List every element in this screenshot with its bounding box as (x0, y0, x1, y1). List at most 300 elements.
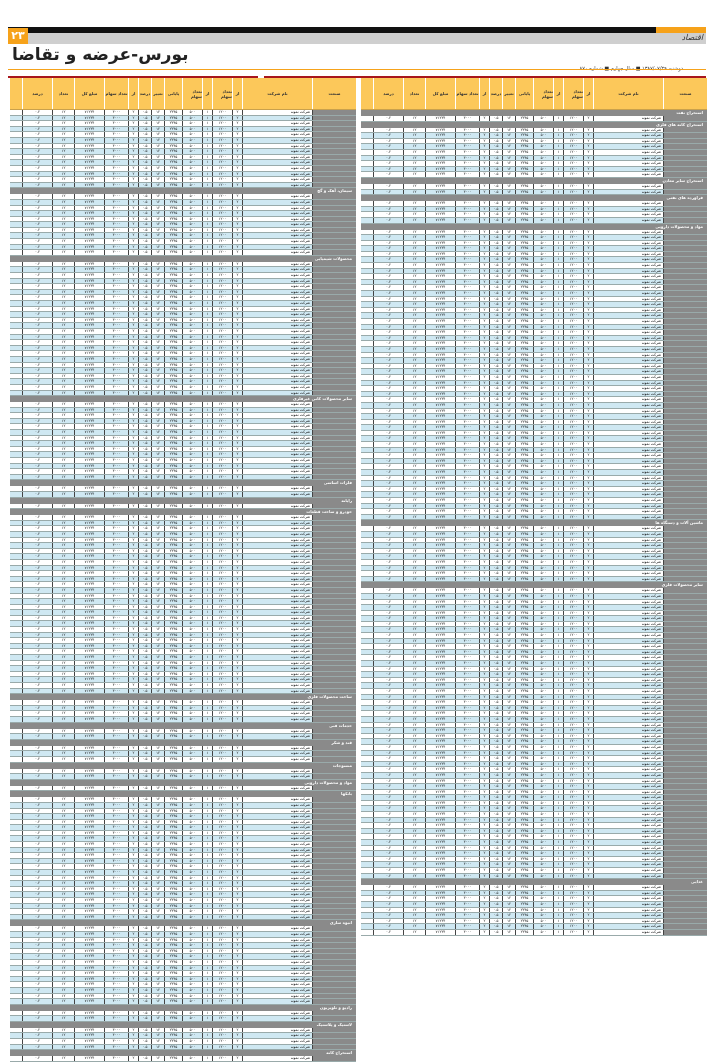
table-row: شرکت نمونه ۲ ۱۲۰۰ ۱ ۵۰۰ ۲۳۴۵ ۱۲ ۰.۵ ۲ ۳۰۰۰ ۷۱۲۳۴ ۱۲ ۰.۲ (361, 678, 707, 684)
table-row: شرکت نمونه ۲ ۱۲۰۰ ۱ ۵۰۰ ۲۳۴۵ ۱۲ ۰.۵ ۲ ۳۰۰۰ ۷۱۲۳۴ ۱۲ ۰.۲ (10, 887, 356, 893)
table-row: شرکت نمونه ۲ ۱۲۰۰ ۱ ۵۰۰ ۲۳۴۵ ۱۲ ۰.۵ ۲ ۳۰۰۰ ۷۱۲۳۴ ۱۲ ۰.۲ (10, 633, 356, 639)
table-row: شرکت نمونه ۲ ۱۲۰۰ ۱ ۵۰۰ ۲۳۴۵ ۱۲ ۰.۵ ۲ ۳۰۰۰ ۷۱۲۳۴ ۱۲ ۰.۲ (361, 538, 707, 544)
table-row: شرکت نمونه ۲ ۱۲۰۰ ۱ ۵۰۰ ۲۳۴۵ ۱۲ ۰.۵ ۲ ۳۰۰۰ ۷۱۲۳۴ ۱۲ ۰.۲ (361, 509, 707, 515)
table-row: شرکت نمونه ۲ ۱۲۰۰ ۱ ۵۰۰ ۲۳۴۵ ۱۲ ۰.۵ ۲ ۳۰۰۰ ۷۱۲۳۴ ۱۲ ۰.۲ (361, 347, 707, 353)
table-row: شرکت نمونه ۲ ۱۲۰۰ ۱ ۵۰۰ ۲۳۴۵ ۱۲ ۰.۵ ۲ ۳۰۰۰ ۷۱۲۳۴ ۱۲ ۰.۲ (361, 706, 707, 712)
table-row: شرکت نمونه ۲ ۱۲۰۰ ۱ ۵۰۰ ۲۳۴۵ ۱۲ ۰.۵ ۲ ۳۰۰۰ ۷۱۲۳۴ ۱۲ ۰.۲ (10, 814, 356, 820)
brand-logo: اقتصاد (681, 33, 703, 42)
table-row: شرکت نمونه ۲ ۱۲۰۰ ۱ ۵۰۰ ۲۳۴۵ ۱۲ ۰.۵ ۲ ۳۰۰۰ ۷۱۲۳۴ ۱۲ ۰.۲ (10, 644, 356, 650)
table-row: شرکت نمونه ۲ ۱۲۰۰ ۱ ۵۰۰ ۲۳۴۵ ۱۲ ۰.۵ ۲ ۳۰۰۰ ۷۱۲۳۴ ۱۲ ۰.۲ (10, 262, 356, 268)
section-header: محصولات شیمیایی (10, 256, 356, 262)
column-header: درصد (138, 78, 151, 109)
table-row: شرکت نمونه ۲ ۱۲۰۰ ۱ ۵۰۰ ۲۳۴۵ ۱۲ ۰.۵ ۲ ۳۰۰۰ ۷۱۲۳۴ ۱۲ ۰.۲ (10, 132, 356, 138)
section-header: ساخت محصولات فلزی (10, 694, 356, 700)
table-row: شرکت نمونه ۲ ۱۲۰۰ ۱ ۵۰۰ ۲۳۴۵ ۱۲ ۰.۵ ۲ ۳۰۰۰ ۷۱۲۳۴ ۱۲ ۰.۲ (361, 851, 707, 857)
table-row: شرکت نمونه ۲ ۱۲۰۰ ۱ ۵۰۰ ۲۳۴۵ ۱۲ ۰.۵ ۲ ۳۰۰۰ ۷۱۲۳۴ ۱۲ ۰.۲ (361, 639, 707, 645)
table-row: شرکت نمونه ۲ ۱۲۰۰ ۱ ۵۰۰ ۲۳۴۵ ۱۲ ۰.۵ ۲ ۳۰۰۰ ۷۱۲۳۴ ۱۲ ۰.۲ (10, 853, 356, 859)
section-header: سایر محصولات کانی غیرفلزی (10, 396, 356, 402)
table-row: شرکت نمونه ۲ ۱۲۰۰ ۱ ۵۰۰ ۲۳۴۵ ۱۲ ۰.۵ ۲ ۳۰۰۰ ۷۱۲۳۴ ۱۲ ۰.۲ (361, 230, 707, 236)
section-header: سیمان، آهک و گچ (10, 188, 356, 194)
table-row: شرکت نمونه ۲ ۱۲۰۰ ۱ ۵۰۰ ۲۳۴۵ ۱۲ ۰.۵ ۲ ۳۰۰۰ ۷۱۲۳۴ ۱۲ ۰.۲ (10, 543, 356, 549)
table-row: شرکت نمونه ۲ ۱۲۰۰ ۱ ۵۰۰ ۲۳۴۵ ۱۲ ۰.۵ ۲ ۳۰۰۰ ۷۱۲۳۴ ۱۲ ۰.۲ (10, 504, 356, 510)
table-row: شرکت نمونه ۲ ۱۲۰۰ ۱ ۵۰۰ ۲۳۴۵ ۱۲ ۰.۵ ۲ ۳۰۰۰ ۷۱۲۳۴ ۱۲ ۰.۲ (10, 239, 356, 245)
table-row: شرکت نمونه ۲ ۱۲۰۰ ۱ ۵۰۰ ۲۳۴۵ ۱۲ ۰.۵ ۲ ۳۰۰۰ ۷۱۲۳۴ ۱۲ ۰.۲ (361, 498, 707, 504)
column-header: درصد (373, 78, 403, 109)
table-row: شرکت نمونه ۲ ۱۲۰۰ ۱ ۵۰۰ ۲۳۴۵ ۱۲ ۰.۵ ۲ ۳۰۰۰ ۷۱۲۳۴ ۱۲ ۰.۲ (10, 447, 356, 453)
table-row: شرکت نمونه ۲ ۱۲۰۰ ۱ ۵۰۰ ۲۳۴۵ ۱۲ ۰.۵ ۲ ۳۰۰۰ ۷۱۲۳۴ ۱۲ ۰.۲ (361, 762, 707, 768)
column-header: از (583, 78, 593, 109)
table-row: شرکت نمونه ۲ ۱۲۰۰ ۱ ۵۰۰ ۲۳۴۵ ۱۲ ۰.۵ ۲ ۳۰۰۰ ۷۱۲۳۴ ۱۲ ۰.۲ (10, 233, 356, 239)
table-row: شرکت نمونه ۲ ۱۲۰۰ ۱ ۵۰۰ ۲۳۴۵ ۱۲ ۰.۵ ۲ ۳۰۰۰ ۷۱۲۳۴ ۱۲ ۰.۲ (361, 269, 707, 275)
table-row: شرکت نمونه ۲ ۱۲۰۰ ۱ ۵۰۰ ۲۳۴۵ ۱۲ ۰.۵ ۲ ۳۰۰۰ ۷۱۲۳۴ ۱۲ ۰.۲ (10, 859, 356, 865)
table-row: شرکت نمونه ۲ ۱۲۰۰ ۱ ۵۰۰ ۲۳۴۵ ۱۲ ۰.۵ ۲ ۳۰۰۰ ۷۱۲۳۴ ۱۲ ۰.۲ (10, 424, 356, 430)
table-row: شرکت نمونه ۲ ۱۲۰۰ ۱ ۵۰۰ ۲۳۴۵ ۱۲ ۰.۵ ۲ ۳۰۰۰ ۷۱۲۳۴ ۱۲ ۰.۲ (10, 515, 356, 521)
table-row: شرکت نمونه ۲ ۱۲۰۰ ۱ ۵۰۰ ۲۳۴۵ ۱۲ ۰.۵ ۲ ۳۰۰۰ ۷۱۲۳۴ ۱۲ ۰.۲ (10, 599, 356, 605)
table-row: شرکت نمونه ۲ ۱۲۰۰ ۱ ۵۰۰ ۲۳۴۵ ۱۲ ۰.۵ ۲ ۳۰۰۰ ۷۱۲۳۴ ۱۲ ۰.۲ (10, 301, 356, 307)
table-row: شرکت نمونه ۲ ۱۲۰۰ ۱ ۵۰۰ ۲۳۴۵ ۱۲ ۰.۵ ۲ ۳۰۰۰ ۷۱۲۳۴ ۱۲ ۰.۲ (361, 487, 707, 493)
table-row: شرکت نمونه ۲ ۱۲۰۰ ۱ ۵۰۰ ۲۳۴۵ ۱۲ ۰.۵ ۲ ۳۰۰۰ ۷۱۲۳۴ ۱۲ ۰.۲ (361, 302, 707, 308)
table-row: شرکت نمونه ۲ ۱۲۰۰ ۱ ۵۰۰ ۲۳۴۵ ۱۲ ۰.۵ ۲ ۳۰۰۰ ۷۱۲۳۴ ۱۲ ۰.۲ (10, 183, 356, 189)
table-row: شرکت نمونه ۲ ۱۲۰۰ ۱ ۵۰۰ ۲۳۴۵ ۱۲ ۰.۵ ۲ ۳۰۰۰ ۷۱۲۳۴ ۱۲ ۰.۲ (361, 661, 707, 667)
column-header: پایانی (164, 78, 182, 109)
table-row: شرکت نمونه ۲ ۱۲۰۰ ۱ ۵۰۰ ۲۳۴۵ ۱۲ ۰.۵ ۲ ۳۰۰۰ ۷۱۲۳۴ ۱۲ ۰.۲ (361, 336, 707, 342)
column-header: تغییر (502, 78, 515, 109)
table-row: شرکت نمونه ۲ ۱۲۰۰ ۱ ۵۰۰ ۲۳۴۵ ۱۲ ۰.۵ ۲ ۳۰۰۰ ۷۱۲۳۴ ۱۲ ۰.۲ (10, 211, 356, 217)
table-row: شرکت نمونه ۲ ۱۲۰۰ ۱ ۵۰۰ ۲۳۴۵ ۱۲ ۰.۵ ۲ ۳۰۰۰ ۷۱۲۳۴ ۱۲ ۰.۲ (10, 228, 356, 234)
table-row: شرکت نمونه ۲ ۱۲۰۰ ۱ ۵۰۰ ۲۳۴۵ ۱۲ ۰.۵ ۲ ۳۰۰۰ ۷۱۲۳۴ ۱۲ ۰.۲ (10, 605, 356, 611)
section-header: فراورده های نفتی (361, 195, 707, 201)
table-row: شرکت نمونه ۲ ۱۲۰۰ ۱ ۵۰۰ ۲۳۴۵ ۱۲ ۰.۵ ۲ ۳۰۰۰ ۷۱۲۳۴ ۱۲ ۰.۲ (361, 184, 707, 190)
table-row: شرکت نمونه ۲ ۱۲۰۰ ۱ ۵۰۰ ۲۳۴۵ ۱۲ ۰.۵ ۲ ۳۰۰۰ ۷۱۲۳۴ ۱۲ ۰.۲ (10, 711, 356, 717)
table-row: شرکت نمونه ۲ ۱۲۰۰ ۱ ۵۰۰ ۲۳۴۵ ۱۲ ۰.۵ ۲ ۳۰۰۰ ۷۱۲۳۴ ۱۲ ۰.۲ (361, 431, 707, 437)
section-header: استخراج سایر معادن (361, 178, 707, 184)
table-row: شرکت نمونه ۲ ۱۲۰۰ ۱ ۵۰۰ ۲۳۴۵ ۱۲ ۰.۵ ۲ ۳۰۰۰ ۷۱۲۳۴ ۱۲ ۰.۲ (10, 160, 356, 166)
section-header: خدمات فنی (10, 723, 356, 729)
table-row: شرکت نمونه ۲ ۱۲۰۰ ۱ ۵۰۰ ۲۳۴۵ ۱۲ ۰.۵ ۲ ۳۰۰۰ ۷۱۲۳۴ ۱۲ ۰.۲ (10, 588, 356, 594)
column-header: از (202, 78, 212, 109)
table-row: شرکت نمونه ۲ ۱۲۰۰ ۱ ۵۰۰ ۲۳۴۵ ۱۲ ۰.۵ ۲ ۳۰۰۰ ۷۱۲۳۴ ۱۲ ۰.۲ (361, 874, 707, 880)
table-row: شرکت نمونه ۲ ۱۲۰۰ ۱ ۵۰۰ ۲۳۴۵ ۱۲ ۰.۵ ۲ ۳۰۰۰ ۷۱۲۳۴ ۱۲ ۰.۲ (361, 330, 707, 336)
table-row: شرکت نمونه ۲ ۱۲۰۰ ۱ ۵۰۰ ۲۳۴۵ ۱۲ ۰.۵ ۲ ۳۰۰۰ ۷۱۲۳۴ ۱۲ ۰.۲ (10, 408, 356, 414)
table-row: شرکت نمونه ۲ ۱۲۰۰ ۱ ۵۰۰ ۲۳۴۵ ۱۲ ۰.۵ ۲ ۳۰۰۰ ۷۱۲۳۴ ۱۲ ۰.۲ (10, 279, 356, 285)
table-row: شرکت نمونه ۲ ۱۲۰۰ ۱ ۵۰۰ ۲۳۴۵ ۱۲ ۰.۵ ۲ ۳۰۰۰ ۷۱۲۳۴ ۱۲ ۰.۲ (10, 610, 356, 616)
table-row: شرکت نمونه ۲ ۱۲۰۰ ۱ ۵۰۰ ۲۳۴۵ ۱۲ ۰.۵ ۲ ۳۰۰۰ ۷۱۲۳۴ ۱۲ ۰.۲ (361, 930, 707, 936)
table-row: شرکت نمونه ۲ ۱۲۰۰ ۱ ۵۰۰ ۲۳۴۵ ۱۲ ۰.۵ ۲ ۳۰۰۰ ۷۱۲۳۴ ۱۲ ۰.۲ (361, 829, 707, 835)
table-row: شرکت نمونه ۲ ۱۲۰۰ ۱ ۵۰۰ ۲۳۴۵ ۱۲ ۰.۵ ۲ ۳۰۰۰ ۷۱۲۳۴ ۱۲ ۰.۲ (361, 543, 707, 549)
section-header: مواد و محصولات دارویی (10, 780, 356, 786)
column-header: درصد (22, 78, 52, 109)
table-row: شرکت نمونه ۲ ۱۲۰۰ ۱ ۵۰۰ ۲۳۴۵ ۱۲ ۰.۵ ۲ ۳۰۰۰ ۷۱۲۳۴ ۱۲ ۰.۲ (10, 492, 356, 498)
table-row: شرکت نمونه ۲ ۱۲۰۰ ۱ ۵۰۰ ۲۳۴۵ ۱۲ ۰.۵ ۲ ۳۰۰۰ ۷۱۲۳۴ ۱۲ ۰.۲ (361, 144, 707, 150)
table-row: شرکت نمونه ۲ ۱۲۰۰ ۱ ۵۰۰ ۲۳۴۵ ۱۲ ۰.۵ ۲ ۳۰۰۰ ۷۱۲۳۴ ۱۲ ۰.۲ (10, 475, 356, 481)
table-row: شرکت نمونه ۲ ۱۲۰۰ ۱ ۵۰۰ ۲۳۴۵ ۱۲ ۰.۵ ۲ ۳۰۰۰ ۷۱۲۳۴ ۱۲ ۰.۲ (361, 397, 707, 403)
table-row: شرکت نمونه ۲ ۱۲۰۰ ۱ ۵۰۰ ۲۳۴۵ ۱۲ ۰.۵ ۲ ۳۰۰۰ ۷۱۲۳۴ ۱۲ ۰.۲ (10, 452, 356, 458)
table-row: شرکت نمونه ۲ ۱۲۰۰ ۱ ۵۰۰ ۲۳۴۵ ۱۲ ۰.۵ ۲ ۳۰۰۰ ۷۱۲۳۴ ۱۲ ۰.۲ (10, 419, 356, 425)
stock-table-right (361, 78, 707, 936)
table-row: شرکت نمونه ۲ ۱۲۰۰ ۱ ۵۰۰ ۲۳۴۵ ۱۲ ۰.۵ ۲ ۳۰۰۰ ۷۱۲۳۴ ۱۲ ۰.۲ (361, 128, 707, 134)
table-row: شرکت نمونه ۲ ۱۲۰۰ ۱ ۵۰۰ ۲۳۴۵ ۱۲ ۰.۵ ۲ ۳۰۰۰ ۷۱۲۳۴ ۱۲ ۰.۲ (10, 245, 356, 251)
table-row: شرکت نمونه ۲ ۱۲۰۰ ۱ ۵۰۰ ۲۳۴۵ ۱۲ ۰.۵ ۲ ۳۰۰۰ ۷۱۲۳۴ ۱۲ ۰.۲ (361, 341, 707, 347)
table-row: شرکت نمونه ۲ ۱۲۰۰ ۱ ۵۰۰ ۲۳۴۵ ۱۲ ۰.۵ ۲ ۳۰۰۰ ۷۱۲۳۴ ۱۲ ۰.۲ (10, 666, 356, 672)
table-row: شرکت نمونه ۲ ۱۲۰۰ ۱ ۵۰۰ ۲۳۴۵ ۱۲ ۰.۵ ۲ ۳۰۰۰ ۷۱۲۳۴ ۱۲ ۰.۲ (361, 425, 707, 431)
table-row: شرکت نمونه ۲ ۱۲۰۰ ۱ ۵۰۰ ۲۳۴۵ ۱۲ ۰.۵ ۲ ۳۰۰۰ ۷۱۲۳۴ ۱۲ ۰.۲ (10, 566, 356, 572)
table-row: شرکت نمونه ۲ ۱۲۰۰ ۱ ۵۰۰ ۲۳۴۵ ۱۲ ۰.۵ ۲ ۳۰۰۰ ۷۱۲۳۴ ۱۲ ۰.۲ (10, 831, 356, 837)
table-row: شرکت نمونه ۲ ۱۲۰۰ ۱ ۵۰۰ ۲۳۴۵ ۱۲ ۰.۵ ۲ ۳۰۰۰ ۷۱۲۳۴ ۱۲ ۰.۲ (361, 902, 707, 908)
table-row: شرکت نمونه ۲ ۱۲۰۰ ۱ ۵۰۰ ۲۳۴۵ ۱۲ ۰.۵ ۲ ۳۰۰۰ ۷۱۲۳۴ ۱۲ ۰.۲ (10, 357, 356, 363)
table-row: شرکت نمونه ۲ ۱۲۰۰ ۱ ۵۰۰ ۲۳۴۵ ۱۲ ۰.۵ ۲ ۳۰۰۰ ۷۱۲۳۴ ۱۲ ۰.۲ (10, 430, 356, 436)
table-row: شرکت نمونه ۲ ۱۲۰۰ ۱ ۵۰۰ ۲۳۴۵ ۱۲ ۰.۵ ۲ ۳۰۰۰ ۷۱۲۳۴ ۱۲ ۰.۲ (361, 857, 707, 863)
table-row: شرکت نمونه ۲ ۱۲۰۰ ۱ ۵۰۰ ۲۳۴۵ ۱۲ ۰.۵ ۲ ۳۰۰۰ ۷۱۲۳۴ ۱۲ ۰.۲ (10, 797, 356, 803)
table-row: شرکت نمونه ۲ ۱۲۰۰ ۱ ۵۰۰ ۲۳۴۵ ۱۲ ۰.۵ ۲ ۳۰۰۰ ۷۱۲۳۴ ۱۲ ۰.۲ (10, 1056, 356, 1062)
table-row: شرکت نمونه ۲ ۱۲۰۰ ۱ ۵۰۰ ۲۳۴۵ ۱۲ ۰.۵ ۲ ۳۰۰۰ ۷۱۲۳۴ ۱۲ ۰.۲ (361, 779, 707, 785)
table-row: شرکت نمونه ۲ ۱۲۰۰ ۱ ۵۰۰ ۲۳۴۵ ۱۲ ۰.۵ ۲ ۳۰۰۰ ۷۱۲۳۴ ۱۲ ۰.۲ (361, 364, 707, 370)
section-header: سایر محصولات فلزی (361, 582, 707, 588)
table-row: شرکت نمونه ۲ ۱۲۰۰ ۱ ۵۰۰ ۲۳۴۵ ۱۲ ۰.۵ ۲ ۳۰۰۰ ۷۱۲۳۴ ۱۲ ۰.۲ (361, 751, 707, 757)
section-header: خودرو و ساخت قطعات (10, 509, 356, 515)
table-row: شرکت نمونه ۲ ۱۲۰۰ ۱ ۵۰۰ ۲۳۴۵ ۱۲ ۰.۵ ۲ ۳۰۰۰ ۷۱۲۳۴ ۱۲ ۰.۲ (361, 913, 707, 919)
section-header: استخراج نفت (361, 110, 707, 116)
table-row: شرکت نمونه ۲ ۱۲۰۰ ۱ ۵۰۰ ۲۳۴۵ ۱۲ ۰.۵ ۲ ۳۰۰۰ ۷۱۲۳۴ ۱۲ ۰.۲ (361, 492, 707, 498)
table-row: شرکت نمونه ۲ ۱۲۰۰ ۱ ۵۰۰ ۲۳۴۵ ۱۲ ۰.۵ ۲ ۳۰۰۰ ۷۱۲۳۴ ۱۲ ۰.۲ (10, 577, 356, 583)
table-row: شرکت نمونه ۲ ۱۲۰۰ ۱ ۵۰۰ ۲۳۴۵ ۱۲ ۰.۵ ۲ ۳۰۰۰ ۷۱۲۳۴ ۱۲ ۰.۲ (10, 999, 356, 1005)
table-row: شرکت نمونه ۲ ۱۲۰۰ ۱ ۵۰۰ ۲۳۴۵ ۱۲ ۰.۵ ۲ ۳۰۰۰ ۷۱۲۳۴ ۱۲ ۰.۲ (361, 201, 707, 207)
column-header: تعداد سهام (182, 78, 202, 109)
table-row: شرکت نمونه ۲ ۱۲۰۰ ۱ ۵۰۰ ۲۳۴۵ ۱۲ ۰.۵ ۲ ۳۰۰۰ ۷۱۲۳۴ ۱۲ ۰.۲ (10, 441, 356, 447)
table-row: شرکت نمونه ۲ ۱۲۰۰ ۱ ۵۰۰ ۲۳۴۵ ۱۲ ۰.۵ ۲ ۳۰۰۰ ۷۱۲۳۴ ۱۲ ۰.۲ (10, 966, 356, 972)
column-header: پایانی (515, 78, 533, 109)
table-row: شرکت نمونه ۲ ۱۲۰۰ ۱ ۵۰۰ ۲۳۴۵ ۱۲ ۰.۵ ۲ ۳۰۰۰ ۷۱۲۳۴ ۱۲ ۰.۲ (10, 616, 356, 622)
section-header: استخراج کانه (10, 1050, 356, 1056)
table-row: شرکت نمونه ۲ ۱۲۰۰ ۱ ۵۰۰ ۲۳۴۵ ۱۲ ۰.۵ ۲ ۳۰۰۰ ۷۱۲۳۴ ۱۲ ۰.۲ (10, 464, 356, 470)
table-row: شرکت نمونه ۲ ۱۲۰۰ ۱ ۵۰۰ ۲۳۴۵ ۱۲ ۰.۵ ۲ ۳۰۰۰ ۷۱۲۳۴ ۱۲ ۰.۲ (10, 661, 356, 667)
table-row: شرکت نمونه ۲ ۱۲۰۰ ۱ ۵۰۰ ۲۳۴۵ ۱۲ ۰.۵ ۲ ۳۰۰۰ ۷۱۲۳۴ ۱۲ ۰.۲ (10, 172, 356, 178)
table-row: شرکت نمونه ۲ ۱۲۰۰ ۱ ۵۰۰ ۲۳۴۵ ۱۲ ۰.۵ ۲ ۳۰۰۰ ۷۱۲۳۴ ۱۲ ۰.۲ (361, 588, 707, 594)
table-row: شرکت نمونه ۲ ۱۲۰۰ ۱ ۵۰۰ ۲۳۴۵ ۱۲ ۰.۵ ۲ ۳۰۰۰ ۷۱۲۳۴ ۱۲ ۰.۲ (10, 526, 356, 532)
table-row: شرکت نمونه ۲ ۱۲۰۰ ۱ ۵۰۰ ۲۳۴۵ ۱۲ ۰.۵ ۲ ۳۰۰۰ ۷۱۲۳۴ ۱۲ ۰.۲ (10, 379, 356, 385)
table-row: شرکت نمونه ۲ ۱۲۰۰ ۱ ۵۰۰ ۲۳۴۵ ۱۲ ۰.۵ ۲ ۳۰۰۰ ۷۱۲۳۴ ۱۲ ۰.۲ (361, 161, 707, 167)
table-row: شرکت نمونه ۲ ۱۲۰۰ ۱ ۵۰۰ ۲۳۴۵ ۱۲ ۰.۵ ۲ ۳۰۰۰ ۷۱۲۳۴ ۱۲ ۰.۲ (10, 295, 356, 301)
table-row: شرکت نمونه ۲ ۱۲۰۰ ۱ ۵۰۰ ۲۳۴۵ ۱۲ ۰.۵ ۲ ۳۰۰۰ ۷۱۲۳۴ ۱۲ ۰.۲ (361, 218, 707, 224)
section-header: بانکها (10, 791, 356, 797)
table-row: شرکت نمونه ۲ ۱۲۰۰ ۱ ۵۰۰ ۲۳۴۵ ۱۲ ۰.۵ ۲ ۳۰۰۰ ۷۱۲۳۴ ۱۲ ۰.۲ (361, 504, 707, 510)
column-header: تعداد (52, 78, 74, 109)
table-row: شرکت نمونه ۲ ۱۲۰۰ ۱ ۵۰۰ ۲۳۴۵ ۱۲ ۰.۵ ۲ ۳۰۰۰ ۷۱۲۳۴ ۱۲ ۰.۲ (361, 150, 707, 156)
table-row: شرکت نمونه ۲ ۱۲۰۰ ۱ ۵۰۰ ۲۳۴۵ ۱۲ ۰.۵ ۲ ۳۰۰۰ ۷۱۲۳۴ ۱۲ ۰.۲ (10, 594, 356, 600)
table-row: شرکت نمونه ۲ ۱۲۰۰ ۱ ۵۰۰ ۲۳۴۵ ۱۲ ۰.۵ ۲ ۳۰۰۰ ۷۱۲۳۴ ۱۲ ۰.۲ (361, 319, 707, 325)
divider (8, 69, 706, 70)
stock-table-left (10, 78, 356, 1062)
table-row: شرکت نمونه ۲ ۱۲۰۰ ۱ ۵۰۰ ۲۳۴۵ ۱۲ ۰.۵ ۲ ۳۰۰۰ ۷۱۲۳۴ ۱۲ ۰.۲ (10, 582, 356, 588)
table-row: شرکت نمونه ۲ ۱۲۰۰ ۱ ۵۰۰ ۲۳۴۵ ۱۲ ۰.۵ ۲ ۳۰۰۰ ۷۱۲۳۴ ۱۲ ۰.۲ (361, 695, 707, 701)
table-row: شرکت نمونه ۲ ۱۲۰۰ ۱ ۵۰۰ ۲۳۴۵ ۱۲ ۰.۵ ۲ ۳۰۰۰ ۷۱۲۳۴ ۱۲ ۰.۲ (10, 988, 356, 994)
table-row: شرکت نمونه ۲ ۱۲۰۰ ۱ ۵۰۰ ۲۳۴۵ ۱۲ ۰.۵ ۲ ۳۰۰۰ ۷۱۲۳۴ ۱۲ ۰.۲ (10, 155, 356, 161)
table-row: شرکت نمونه ۲ ۱۲۰۰ ۱ ۵۰۰ ۲۳۴۵ ۱۲ ۰.۵ ۲ ۳۰۰۰ ۷۱۲۳۴ ۱۲ ۰.۲ (10, 960, 356, 966)
table-row: شرکت نمونه ۲ ۱۲۰۰ ۱ ۵۰۰ ۲۳۴۵ ۱۲ ۰.۵ ۲ ۳۰۰۰ ۷۱۲۳۴ ۱۲ ۰.۲ (10, 116, 356, 122)
table-row: شرکت نمونه ۲ ۱۲۰۰ ۱ ۵۰۰ ۲۳۴۵ ۱۲ ۰.۵ ۲ ۳۰۰۰ ۷۱۲۳۴ ۱۲ ۰.۲ (361, 885, 707, 891)
table-row: شرکت نمونه ۲ ۱۲۰۰ ۱ ۵۰۰ ۲۳۴۵ ۱۲ ۰.۵ ۲ ۳۰۰۰ ۷۱۲۳۴ ۱۲ ۰.۲ (10, 402, 356, 408)
column-header: صنعت (663, 78, 707, 109)
table-row: شرکت نمونه ۲ ۱۲۰۰ ۱ ۵۰۰ ۲۳۴۵ ۱۲ ۰.۵ ۲ ۳۰۰۰ ۷۱۲۳۴ ۱۲ ۰.۲ (10, 864, 356, 870)
table-row: شرکت نمونه ۲ ۱۲۰۰ ۱ ۵۰۰ ۲۳۴۵ ۱۲ ۰.۵ ۲ ۳۰۰۰ ۷۱۲۳۴ ۱۲ ۰.۲ (10, 1033, 356, 1039)
table-row: شرکت نمونه ۲ ۱۲۰۰ ۱ ۵۰۰ ۲۳۴۵ ۱۲ ۰.۵ ۲ ۳۰۰۰ ۷۱۲۳۴ ۱۲ ۰.۲ (361, 616, 707, 622)
table-row: شرکت نمونه ۲ ۱۲۰۰ ۱ ۵۰۰ ۲۳۴۵ ۱۲ ۰.۵ ۲ ۳۰۰۰ ۷۱۲۳۴ ۱۲ ۰.۲ (10, 290, 356, 296)
table-row: شرکت نمونه ۲ ۱۲۰۰ ۱ ۵۰۰ ۲۳۴۵ ۱۲ ۰.۵ ۲ ۳۰۰۰ ۷۱۲۳۴ ۱۲ ۰.۲ (10, 672, 356, 678)
table-row: شرکت نمونه ۲ ۱۲۰۰ ۱ ۵۰۰ ۲۳۴۵ ۱۲ ۰.۵ ۲ ۳۰۰۰ ۷۱۲۳۴ ۱۲ ۰.۲ (10, 769, 356, 775)
table-row: شرکت نمونه ۲ ۱۲۰۰ ۱ ۵۰۰ ۲۳۴۵ ۱۲ ۰.۵ ۲ ۳۰۰۰ ۷۱۲۳۴ ۱۲ ۰.۲ (361, 280, 707, 286)
table-row: شرکت نمونه ۲ ۱۲۰۰ ۱ ۵۰۰ ۲۳۴۵ ۱۲ ۰.۵ ۲ ۳۰۰۰ ۷۱۲۳۴ ۱۲ ۰.۲ (10, 413, 356, 419)
table-row: شرکت نمونه ۲ ۱۲۰۰ ۱ ۵۰۰ ۲۳۴۵ ۱۲ ۰.۵ ۲ ۳۰۰۰ ۷۱۲۳۴ ۱۲ ۰.۲ (361, 532, 707, 538)
table-row: شرکت نمونه ۲ ۱۲۰۰ ۱ ۵۰۰ ۲۳۴۵ ۱۲ ۰.۵ ۲ ۳۰۰۰ ۷۱۲۳۴ ۱۲ ۰.۲ (10, 971, 356, 977)
column-header: تعداد سهام (104, 78, 128, 109)
table-row: شرکت نمونه ۲ ۱۲۰۰ ۱ ۵۰۰ ۲۳۴۵ ۱۲ ۰.۵ ۲ ۳۰۰۰ ۷۱۲۳۴ ۱۲ ۰.۲ (361, 515, 707, 521)
table-row: شرکت نمونه ۲ ۱۲۰۰ ۱ ۵۰۰ ۲۳۴۵ ۱۲ ۰.۵ ۲ ۳۰۰۰ ۷۱۲۳۴ ۱۲ ۰.۲ (361, 554, 707, 560)
table-row: شرکت نمونه ۲ ۱۲۰۰ ۱ ۵۰۰ ۲۳۴۵ ۱۲ ۰.۵ ۲ ۳۰۰۰ ۷۱۲۳۴ ۱۲ ۰.۲ (361, 868, 707, 874)
table-row: شرکت نمونه ۲ ۱۲۰۰ ۱ ۵۰۰ ۲۳۴۵ ۱۲ ۰.۵ ۲ ۳۰۰۰ ۷۱۲۳۴ ۱۲ ۰.۲ (10, 803, 356, 809)
table-row: شرکت نمونه ۲ ۱۲۰۰ ۱ ۵۰۰ ۲۳۴۵ ۱۲ ۰.۵ ۲ ۳۰۰۰ ۷۱۲۳۴ ۱۲ ۰.۲ (10, 436, 356, 442)
table-row: شرکت نمونه ۲ ۱۲۰۰ ۱ ۵۰۰ ۲۳۴۵ ۱۲ ۰.۵ ۲ ۳۰۰۰ ۷۱۲۳۴ ۱۲ ۰.۲ (10, 746, 356, 752)
table-row: شرکت نمونه ۲ ۱۲۰۰ ۱ ۵۰۰ ۲۳۴۵ ۱۲ ۰.۵ ۲ ۳۰۰۰ ۷۱۲۳۴ ۱۲ ۰.۲ (361, 369, 707, 375)
table-row: شرکت نمونه ۲ ۱۲۰۰ ۱ ۵۰۰ ۲۳۴۵ ۱۲ ۰.۵ ۲ ۳۰۰۰ ۷۱۲۳۴ ۱۲ ۰.۲ (10, 250, 356, 256)
section-header: مواد و محصولات دارویی (361, 224, 707, 230)
table-row: شرکت نمونه ۲ ۱۲۰۰ ۱ ۵۰۰ ۲۳۴۵ ۱۲ ۰.۵ ۲ ۳۰۰۰ ۷۱۲۳۴ ۱۲ ۰.۲ (361, 481, 707, 487)
table-row: شرکت نمونه ۲ ۱۲۰۰ ۱ ۵۰۰ ۲۳۴۵ ۱۲ ۰.۵ ۲ ۳۰۰۰ ۷۱۲۳۴ ۱۲ ۰.۲ (361, 801, 707, 807)
table-row: شرکت نمونه ۲ ۱۲۰۰ ۱ ۵۰۰ ۲۳۴۵ ۱۲ ۰.۵ ۲ ۳۰۰۰ ۷۱۲۳۴ ۱۲ ۰.۲ (10, 820, 356, 826)
table-row: شرکت نمونه ۲ ۱۲۰۰ ۱ ۵۰۰ ۲۳۴۵ ۱۲ ۰.۵ ۲ ۳۰۰۰ ۷۱۲۳۴ ۱۲ ۰.۲ (361, 633, 707, 639)
table-row: شرکت نمونه ۲ ۱۲۰۰ ۱ ۵۰۰ ۲۳۴۵ ۱۲ ۰.۵ ۲ ۳۰۰۰ ۷۱۲۳۴ ۱۲ ۰.۲ (361, 683, 707, 689)
table-row: شرکت نمونه ۲ ۱۲۰۰ ۱ ۵۰۰ ۲۳۴۵ ۱۲ ۰.۵ ۲ ۳۰۰۰ ۷۱۲۳۴ ۱۲ ۰.۲ (10, 892, 356, 898)
table-row: شرکت نمونه ۲ ۱۲۰۰ ۱ ۵۰۰ ۲۳۴۵ ۱۲ ۰.۵ ۲ ۳۰۰۰ ۷۱۲۳۴ ۱۲ ۰.۲ (10, 734, 356, 740)
table-row: شرکت نمونه ۲ ۱۲۰۰ ۱ ۵۰۰ ۲۳۴۵ ۱۲ ۰.۵ ۲ ۳۰۰۰ ۷۱۲۳۴ ۱۲ ۰.۲ (361, 403, 707, 409)
table-row: شرکت نمونه ۲ ۱۲۰۰ ۱ ۵۰۰ ۲۳۴۵ ۱۲ ۰.۵ ۲ ۳۰۰۰ ۷۱۲۳۴ ۱۲ ۰.۲ (10, 786, 356, 792)
table-row: شرکت نمونه ۲ ۱۲۰۰ ۱ ۵۰۰ ۲۳۴۵ ۱۲ ۰.۵ ۲ ۳۰۰۰ ۷۱۲۳۴ ۱۲ ۰.۲ (10, 532, 356, 538)
table-row: شرکت نمونه ۲ ۱۲۰۰ ۱ ۵۰۰ ۲۳۴۵ ۱۲ ۰.۵ ۲ ۳۰۰۰ ۷۱۲۳۴ ۱۲ ۰.۲ (361, 285, 707, 291)
column-header: تعداد سهام (533, 78, 553, 109)
table-row: شرکت نمونه ۲ ۱۲۰۰ ۱ ۵۰۰ ۲۳۴۵ ۱۲ ۰.۵ ۲ ۳۰۰۰ ۷۱۲۳۴ ۱۲ ۰.۲ (10, 194, 356, 200)
section-header: منسوجات (10, 763, 356, 769)
table-row: شرکت نمونه ۲ ۱۲۰۰ ۱ ۵۰۰ ۲۳۴۵ ۱۲ ۰.۵ ۲ ۳۰۰۰ ۷۱۲۳۴ ۱۲ ۰.۲ (10, 876, 356, 882)
table-row: شرکت نمونه ۲ ۱۲۰۰ ۱ ۵۰۰ ۲۳۴۵ ۱۲ ۰.۵ ۲ ۳۰۰۰ ۷۱۲۳۴ ۱۲ ۰.۲ (361, 386, 707, 392)
table-row: شرکت نمونه ۲ ۱۲۰۰ ۱ ۵۰۰ ۲۳۴۵ ۱۲ ۰.۵ ۲ ۳۰۰۰ ۷۱۲۳۴ ۱۲ ۰.۲ (10, 469, 356, 475)
section-header: انبوه سازی (10, 920, 356, 926)
table-row: شرکت نمونه ۲ ۱۲۰۰ ۱ ۵۰۰ ۲۳۴۵ ۱۲ ۰.۵ ۲ ۳۰۰۰ ۷۱۲۳۴ ۱۲ ۰.۲ (10, 627, 356, 633)
table-row: شرکت نمونه ۲ ۱۲۰۰ ۱ ۵۰۰ ۲۳۴۵ ۱۲ ۰.۵ ۲ ۳۰۰۰ ۷۱۲۳۴ ۱۲ ۰.۲ (361, 605, 707, 611)
table-row: شرکت نمونه ۲ ۱۲۰۰ ۱ ۵۰۰ ۲۳۴۵ ۱۲ ۰.۵ ۲ ۳۰۰۰ ۷۱۲۳۴ ۱۲ ۰.۲ (10, 949, 356, 955)
table-row: شرکت نمونه ۲ ۱۲۰۰ ۱ ۵۰۰ ۲۳۴۵ ۱۲ ۰.۵ ۲ ۳۰۰۰ ۷۱۲۳۴ ۱۲ ۰.۲ (361, 622, 707, 628)
table-row: شرکت نمونه ۲ ۱۲۰۰ ۱ ۵۰۰ ۲۳۴۵ ۱۲ ۰.۵ ۲ ۳۰۰۰ ۷۱۲۳۴ ۱۲ ۰.۲ (10, 222, 356, 228)
table-row: شرکت نمونه ۲ ۱۲۰۰ ۱ ۵۰۰ ۲۳۴۵ ۱۲ ۰.۵ ۲ ۳۰۰۰ ۷۱۲۳۴ ۱۲ ۰.۲ (361, 476, 707, 482)
table-row: شرکت نمونه ۲ ۱۲۰۰ ۱ ۵۰۰ ۲۳۴۵ ۱۲ ۰.۵ ۲ ۳۰۰۰ ۷۱۲۳۴ ۱۲ ۰.۲ (361, 560, 707, 566)
table-row: شرکت نمونه ۲ ۱۲۰۰ ۱ ۵۰۰ ۲۳۴۵ ۱۲ ۰.۵ ۲ ۳۰۰۰ ۷۱۲۳۴ ۱۲ ۰.۲ (10, 649, 356, 655)
table-row: شرکت نمونه ۲ ۱۲۰۰ ۱ ۵۰۰ ۲۳۴۵ ۱۲ ۰.۵ ۲ ۳۰۰۰ ۷۱۲۳۴ ۱۲ ۰.۲ (10, 346, 356, 352)
table-row: شرکت نمونه ۲ ۱۲۰۰ ۱ ۵۰۰ ۲۳۴۵ ۱۲ ۰.۵ ۲ ۳۰۰۰ ۷۱۲۳۴ ۱۲ ۰.۲ (361, 611, 707, 617)
table-row: شرکت نمونه ۲ ۱۲۰۰ ۱ ۵۰۰ ۲۳۴۵ ۱۲ ۰.۵ ۲ ۳۰۰۰ ۷۱۲۳۴ ۱۲ ۰.۲ (10, 751, 356, 757)
column-header: نام شرکت (242, 78, 312, 109)
table-row: شرکت نمونه ۲ ۱۲۰۰ ۱ ۵۰۰ ۲۳۴۵ ۱۲ ۰.۵ ۲ ۳۰۰۰ ۷۱۲۳۴ ۱۲ ۰.۲ (10, 621, 356, 627)
table-row: شرکت نمونه ۲ ۱۲۰۰ ۱ ۵۰۰ ۲۳۴۵ ۱۲ ۰.۵ ۲ ۳۰۰۰ ۷۱۲۳۴ ۱۲ ۰.۲ (361, 212, 707, 218)
table-row: شرکت نمونه ۲ ۱۲۰۰ ۱ ۵۰۰ ۲۳۴۵ ۱۲ ۰.۵ ۲ ۳۰۰۰ ۷۱۲۳۴ ۱۲ ۰.۲ (361, 806, 707, 812)
table-row: شرکت نمونه ۲ ۱۲۰۰ ۱ ۵۰۰ ۲۳۴۵ ۱۲ ۰.۵ ۲ ۳۰۰۰ ۷۱۲۳۴ ۱۲ ۰.۲ (361, 571, 707, 577)
table-row: شرکت نمونه ۲ ۱۲۰۰ ۱ ۵۰۰ ۲۳۴۵ ۱۲ ۰.۵ ۲ ۳۰۰۰ ۷۱۲۳۴ ۱۲ ۰.۲ (361, 409, 707, 415)
table-row: شرکت نمونه ۲ ۱۲۰۰ ۱ ۵۰۰ ۲۳۴۵ ۱۲ ۰.۵ ۲ ۳۰۰۰ ۷۱۲۳۴ ۱۲ ۰.۲ (10, 825, 356, 831)
table-row: شرکت نمونه ۲ ۱۲۰۰ ۱ ۵۰۰ ۲۳۴۵ ۱۲ ۰.۵ ۲ ۳۰۰۰ ۷۱۲۳۴ ۱۲ ۰.۲ (10, 121, 356, 127)
table-row: شرکت نمونه ۲ ۱۲۰۰ ۱ ۵۰۰ ۲۳۴۵ ۱۲ ۰.۵ ۲ ۳۰۰۰ ۷۱۲۳۴ ۱۲ ۰.۲ (10, 683, 356, 689)
table-row: شرکت نمونه ۲ ۱۲۰۰ ۱ ۵۰۰ ۲۳۴۵ ۱۲ ۰.۵ ۲ ۳۰۰۰ ۷۱۲۳۴ ۱۲ ۰.۲ (10, 938, 356, 944)
table-header (361, 78, 707, 110)
table-row: شرکت نمونه ۲ ۱۲۰۰ ۱ ۵۰۰ ۲۳۴۵ ۱۲ ۰.۵ ۲ ۳۰۰۰ ۷۱۲۳۴ ۱۲ ۰.۲ (10, 994, 356, 1000)
table-row: شرکت نمونه ۲ ۱۲۰۰ ۱ ۵۰۰ ۲۳۴۵ ۱۲ ۰.۵ ۲ ۳۰۰۰ ۷۱۲۳۴ ۱۲ ۰.۲ (10, 809, 356, 815)
table-row: شرکت نمونه ۲ ۱۲۰۰ ۱ ۵۰۰ ۲۳۴۵ ۱۲ ۰.۵ ۲ ۳۰۰۰ ۷۱۲۳۴ ۱۲ ۰.۲ (361, 739, 707, 745)
table-row: شرکت نمونه ۲ ۱۲۰۰ ۱ ۵۰۰ ۲۳۴۵ ۱۲ ۰.۵ ۲ ۳۰۰۰ ۷۱۲۳۴ ۱۲ ۰.۲ (10, 110, 356, 116)
table-row: شرکت نمونه ۲ ۱۲۰۰ ۱ ۵۰۰ ۲۳۴۵ ۱۲ ۰.۵ ۲ ۳۰۰۰ ۷۱۲۳۴ ۱۲ ۰.۲ (10, 368, 356, 374)
table-row: شرکت نمونه ۲ ۱۲۰۰ ۱ ۵۰۰ ۲۳۴۵ ۱۲ ۰.۵ ۲ ۳۰۰۰ ۷۱۲۳۴ ۱۲ ۰.۲ (10, 538, 356, 544)
section-header: قند و شکر (10, 740, 356, 746)
table-row: شرکت نمونه ۲ ۱۲۰۰ ۱ ۵۰۰ ۲۳۴۵ ۱۲ ۰.۵ ۲ ۳۰۰۰ ۷۱۲۳۴ ۱۲ ۰.۲ (361, 414, 707, 420)
table-row: شرکت نمونه ۲ ۱۲۰۰ ۱ ۵۰۰ ۲۳۴۵ ۱۲ ۰.۵ ۲ ۳۰۰۰ ۷۱۲۳۴ ۱۲ ۰.۲ (10, 149, 356, 155)
table-row: شرکت نمونه ۲ ۱۲۰۰ ۱ ۵۰۰ ۲۳۴۵ ۱۲ ۰.۵ ۲ ۳۰۰۰ ۷۱۲۳۴ ۱۲ ۰.۲ (361, 891, 707, 897)
table-row: شرکت نمونه ۲ ۱۲۰۰ ۱ ۵۰۰ ۲۳۴۵ ۱۲ ۰.۵ ۲ ۳۰۰۰ ۷۱۲۳۴ ۱۲ ۰.۲ (10, 571, 356, 577)
section-header: فلزات اساسی (10, 480, 356, 486)
table-row: شرکت نمونه ۲ ۱۲۰۰ ۱ ۵۰۰ ۲۳۴۵ ۱۲ ۰.۵ ۲ ۳۰۰۰ ۷۱۲۳۴ ۱۲ ۰.۲ (10, 870, 356, 876)
table-row: شرکت نمونه ۲ ۱۲۰۰ ۱ ۵۰۰ ۲۳۴۵ ۱۲ ۰.۵ ۲ ۳۰۰۰ ۷۱۲۳۴ ۱۲ ۰.۲ (361, 812, 707, 818)
column-header: از (232, 78, 242, 109)
table-row: شرکت نمونه ۲ ۱۲۰۰ ۱ ۵۰۰ ۲۳۴۵ ۱۲ ۰.۵ ۲ ۳۰۰۰ ۷۱۲۳۴ ۱۲ ۰.۲ (361, 156, 707, 162)
table-row: شرکت نمونه ۲ ۱۲۰۰ ۱ ۵۰۰ ۲۳۴۵ ۱۲ ۰.۵ ۲ ۳۰۰۰ ۷۱۲۳۴ ۱۲ ۰.۲ (361, 464, 707, 470)
table-row: شرکت نمونه ۲ ۱۲۰۰ ۱ ۵۰۰ ۲۳۴۵ ۱۲ ۰.۵ ۲ ۳۰۰۰ ۷۱۲۳۴ ۱۲ ۰.۲ (361, 650, 707, 656)
table-row: شرکت نمونه ۲ ۱۲۰۰ ۱ ۵۰۰ ۲۳۴۵ ۱۲ ۰.۵ ۲ ۳۰۰۰ ۷۱۲۳۴ ۱۲ ۰.۲ (10, 458, 356, 464)
page-title: بورس-عرضه و تقاضا (12, 45, 189, 65)
table-row: شرکت نمونه ۲ ۱۲۰۰ ۱ ۵۰۰ ۲۳۴۵ ۱۲ ۰.۵ ۲ ۳۰۰۰ ۷۱۲۳۴ ۱۲ ۰.۲ (10, 729, 356, 735)
table-row: شرکت نمونه ۲ ۱۲۰۰ ۱ ۵۰۰ ۲۳۴۵ ۱۲ ۰.۵ ۲ ۳۰۰۰ ۷۱۲۳۴ ۱۲ ۰.۲ (10, 1045, 356, 1051)
section-header: غذایی (361, 879, 707, 885)
table-row: شرکت نمونه ۲ ۱۲۰۰ ۱ ۵۰۰ ۲۳۴۵ ۱۲ ۰.۵ ۲ ۳۰۰۰ ۷۱۲۳۴ ۱۲ ۰.۲ (361, 756, 707, 762)
table-row: شرکت نمونه ۲ ۱۲۰۰ ۱ ۵۰۰ ۲۳۴۵ ۱۲ ۰.۵ ۲ ۳۰۰۰ ۷۱۲۳۴ ۱۲ ۰.۲ (10, 323, 356, 329)
table-row: شرکت نمونه ۲ ۱۲۰۰ ۱ ۵۰۰ ۲۳۴۵ ۱۲ ۰.۵ ۲ ۳۰۰۰ ۷۱۲۳۴ ۱۲ ۰.۲ (10, 836, 356, 842)
table-row: شرکت نمونه ۲ ۱۲۰۰ ۱ ۵۰۰ ۲۳۴۵ ۱۲ ۰.۵ ۲ ۳۰۰۰ ۷۱۲۳۴ ۱۲ ۰.۲ (10, 363, 356, 369)
table-row: شرکت نمونه ۲ ۱۲۰۰ ۱ ۵۰۰ ۲۳۴۵ ۱۲ ۰.۵ ۲ ۳۰۰۰ ۷۱۲۳۴ ۱۲ ۰.۲ (361, 297, 707, 303)
table-row: شرکت نمونه ۲ ۱۲۰۰ ۱ ۵۰۰ ۲۳۴۵ ۱۲ ۰.۵ ۲ ۳۰۰۰ ۷۱۲۳۴ ۱۲ ۰.۲ (361, 767, 707, 773)
table-row: شرکت نمونه ۲ ۱۲۰۰ ۱ ۵۰۰ ۲۳۴۵ ۱۲ ۰.۵ ۲ ۳۰۰۰ ۷۱۲۳۴ ۱۲ ۰.۲ (361, 392, 707, 398)
table-row: شرکت نمونه ۲ ۱۲۰۰ ۱ ۵۰۰ ۲۳۴۵ ۱۲ ۰.۵ ۲ ۳۰۰۰ ۷۱۲۳۴ ۱۲ ۰.۲ (10, 138, 356, 144)
table-row: شرکت نمونه ۲ ۱۲۰۰ ۱ ۵۰۰ ۲۳۴۵ ۱۲ ۰.۵ ۲ ۳۰۰۰ ۷۱۲۳۴ ۱۲ ۰.۲ (10, 554, 356, 560)
table-row: شرکت نمونه ۲ ۱۲۰۰ ۱ ۵۰۰ ۲۳۴۵ ۱۲ ۰.۵ ۲ ۳۰۰۰ ۷۱۲۳۴ ۱۲ ۰.۲ (10, 932, 356, 938)
column-header: مبلغ کل (74, 78, 104, 109)
header-band (8, 33, 706, 44)
table-row: شرکت نمونه ۲ ۱۲۰۰ ۱ ۵۰۰ ۲۳۴۵ ۱۲ ۰.۵ ۲ ۳۰۰۰ ۷۱۲۳۴ ۱۲ ۰.۲ (361, 190, 707, 196)
table-row: شرکت نمونه ۲ ۱۲۰۰ ۱ ۵۰۰ ۲۳۴۵ ۱۲ ۰.۵ ۲ ۳۰۰۰ ۷۱۲۳۴ ۱۲ ۰.۲ (361, 381, 707, 387)
column-header: از (479, 78, 489, 109)
table-row: شرکت نمونه ۲ ۱۲۰۰ ۱ ۵۰۰ ۲۳۴۵ ۱۲ ۰.۵ ۲ ۳۰۰۰ ۷۱۲۳۴ ۱۲ ۰.۲ (10, 486, 356, 492)
column-header: تغییر (151, 78, 164, 109)
table-row: شرکت نمونه ۲ ۱۲۰۰ ۱ ۵۰۰ ۲۳۴۵ ۱۲ ۰.۵ ۲ ۳۰۰۰ ۷۱۲۳۴ ۱۲ ۰.۲ (10, 177, 356, 183)
table-row: شرکت نمونه ۲ ۱۲۰۰ ۱ ۵۰۰ ۲۳۴۵ ۱۲ ۰.۵ ۲ ۳۰۰۰ ۷۱۲۳۴ ۱۲ ۰.۲ (361, 459, 707, 465)
column-header: تعداد سهام (455, 78, 479, 109)
table-row: شرکت نمونه ۲ ۱۲۰۰ ۱ ۵۰۰ ۲۳۴۵ ۱۲ ۰.۵ ۲ ۳۰۰۰ ۷۱۲۳۴ ۱۲ ۰.۲ (361, 773, 707, 779)
table-row: شرکت نمونه ۲ ۱۲۰۰ ۱ ۵۰۰ ۲۳۴۵ ۱۲ ۰.۵ ۲ ۳۰۰۰ ۷۱۲۳۴ ۱۲ ۰.۲ (10, 943, 356, 949)
table-row: شرکت نمونه ۲ ۱۲۰۰ ۱ ۵۰۰ ۲۳۴۵ ۱۲ ۰.۵ ۲ ۳۰۰۰ ۷۱۲۳۴ ۱۲ ۰.۲ (10, 318, 356, 324)
table-row: شرکت نمونه ۲ ۱۲۰۰ ۱ ۵۰۰ ۲۳۴۵ ۱۲ ۰.۵ ۲ ۳۰۰۰ ۷۱۲۳۴ ۱۲ ۰.۲ (10, 757, 356, 763)
section-header: رادیو و تلویزیون (10, 1005, 356, 1011)
table-row: شرکت نمونه ۲ ۱۲۰۰ ۱ ۵۰۰ ۲۳۴۵ ۱۲ ۰.۵ ۲ ۳۰۰۰ ۷۱۲۳۴ ۱۲ ۰.۲ (10, 374, 356, 380)
table-row: شرکت نمونه ۲ ۱۲۰۰ ۱ ۵۰۰ ۲۳۴۵ ۱۲ ۰.۵ ۲ ۳۰۰۰ ۷۱۲۳۴ ۱۲ ۰.۲ (361, 172, 707, 178)
table-row: شرکت نمونه ۲ ۱۲۰۰ ۱ ۵۰۰ ۲۳۴۵ ۱۲ ۰.۵ ۲ ۳۰۰۰ ۷۱۲۳۴ ۱۲ ۰.۲ (10, 549, 356, 555)
table-row: شرکت نمونه ۲ ۱۲۰۰ ۱ ۵۰۰ ۲۳۴۵ ۱۲ ۰.۵ ۲ ۳۰۰۰ ۷۱۲۳۴ ۱۲ ۰.۲ (10, 700, 356, 706)
table-row: شرکت نمونه ۲ ۱۲۰۰ ۱ ۵۰۰ ۲۳۴۵ ۱۲ ۰.۵ ۲ ۳۰۰۰ ۷۱۲۳۴ ۱۲ ۰.۲ (10, 706, 356, 712)
table-row: شرکت نمونه ۲ ۱۲۰۰ ۱ ۵۰۰ ۲۳۴۵ ۱۲ ۰.۵ ۲ ۳۰۰۰ ۷۱۲۳۴ ۱۲ ۰.۲ (361, 375, 707, 381)
table-row: شرکت نمونه ۲ ۱۲۰۰ ۱ ۵۰۰ ۲۳۴۵ ۱۲ ۰.۵ ۲ ۳۰۰۰ ۷۱۲۳۴ ۱۲ ۰.۲ (361, 700, 707, 706)
table-row: شرکت نمونه ۲ ۱۲۰۰ ۱ ۵۰۰ ۲۳۴۵ ۱۲ ۰.۵ ۲ ۳۰۰۰ ۷۱۲۳۴ ۱۲ ۰.۲ (361, 436, 707, 442)
table-row: شرکت نمونه ۲ ۱۲۰۰ ۱ ۵۰۰ ۲۳۴۵ ۱۲ ۰.۵ ۲ ۳۰۰۰ ۷۱۲۳۴ ۱۲ ۰.۲ (10, 144, 356, 150)
table-row: شرکت نمونه ۲ ۱۲۰۰ ۱ ۵۰۰ ۲۳۴۵ ۱۲ ۰.۵ ۲ ۳۰۰۰ ۷۱۲۳۴ ۱۲ ۰.۲ (10, 284, 356, 290)
table-row: شرکت نمونه ۲ ۱۲۰۰ ۱ ۵۰۰ ۲۳۴۵ ۱۲ ۰.۵ ۲ ۳۰۰۰ ۷۱۲۳۴ ۱۲ ۰.۲ (10, 1028, 356, 1034)
table-row: شرکت نمونه ۲ ۱۲۰۰ ۱ ۵۰۰ ۲۳۴۵ ۱۲ ۰.۵ ۲ ۳۰۰۰ ۷۱۲۳۴ ۱۲ ۰.۲ (10, 909, 356, 915)
table-row: شرکت نمونه ۲ ۱۲۰۰ ۱ ۵۰۰ ۲۳۴۵ ۱۲ ۰.۵ ۲ ۳۰۰۰ ۷۱۲۳۴ ۱۲ ۰.۲ (10, 206, 356, 212)
table-row: شرکت نمونه ۲ ۱۲۰۰ ۱ ۵۰۰ ۲۳۴۵ ۱۲ ۰.۵ ۲ ۳۰۰۰ ۷۱۲۳۴ ۱۲ ۰.۲ (10, 915, 356, 921)
table-row: شرکت نمونه ۲ ۱۲۰۰ ۱ ۵۰۰ ۲۳۴۵ ۱۲ ۰.۵ ۲ ۳۰۰۰ ۷۱۲۳۴ ۱۲ ۰.۲ (361, 790, 707, 796)
table-row: شرکت نمونه ۲ ۱۲۰۰ ۱ ۵۰۰ ۲۳۴۵ ۱۲ ۰.۵ ۲ ۳۰۰۰ ۷۱۲۳۴ ۱۲ ۰.۲ (10, 655, 356, 661)
table-row: شرکت نمونه ۲ ۱۲۰۰ ۱ ۵۰۰ ۲۳۴۵ ۱۲ ۰.۵ ۲ ۳۰۰۰ ۷۱۲۳۴ ۱۲ ۰.۲ (10, 127, 356, 133)
table-row: شرکت نمونه ۲ ۱۲۰۰ ۱ ۵۰۰ ۲۳۴۵ ۱۲ ۰.۵ ۲ ۳۰۰۰ ۷۱۲۳۴ ۱۲ ۰.۲ (10, 638, 356, 644)
section-header: رایانه (10, 498, 356, 504)
table-row: شرکت نمونه ۲ ۱۲۰۰ ۱ ۵۰۰ ۲۳۴۵ ۱۲ ۰.۵ ۲ ۳۰۰۰ ۷۱۲۳۴ ۱۲ ۰.۲ (10, 217, 356, 223)
section-header: ماشین آلات و دستگاه ها (361, 520, 707, 526)
table-row: شرکت نمونه ۲ ۱۲۰۰ ۱ ۵۰۰ ۲۳۴۵ ۱۲ ۰.۵ ۲ ۳۰۰۰ ۷۱۲۳۴ ۱۲ ۰.۲ (10, 898, 356, 904)
table-row: شرکت نمونه ۲ ۱۲۰۰ ۱ ۵۰۰ ۲۳۴۵ ۱۲ ۰.۵ ۲ ۳۰۰۰ ۷۱۲۳۴ ۱۲ ۰.۲ (361, 577, 707, 583)
table-row: شرکت نمونه ۲ ۱۲۰۰ ۱ ۵۰۰ ۲۳۴۵ ۱۲ ۰.۵ ۲ ۳۰۰۰ ۷۱۲۳۴ ۱۲ ۰.۲ (10, 560, 356, 566)
table-row: شرکت نمونه ۲ ۱۲۰۰ ۱ ۵۰۰ ۲۳۴۵ ۱۲ ۰.۵ ۲ ۳۰۰۰ ۷۱۲۳۴ ۱۲ ۰.۲ (361, 291, 707, 297)
table-row: شرکت نمونه ۲ ۱۲۰۰ ۱ ۵۰۰ ۲۳۴۵ ۱۲ ۰.۵ ۲ ۳۰۰۰ ۷۱۲۳۴ ۱۲ ۰.۲ (361, 526, 707, 532)
table-row: شرکت نمونه ۲ ۱۲۰۰ ۱ ۵۰۰ ۲۳۴۵ ۱۲ ۰.۵ ۲ ۳۰۰۰ ۷۱۲۳۴ ۱۲ ۰.۲ (361, 235, 707, 241)
table-row: شرکت نمونه ۲ ۱۲۰۰ ۱ ۵۰۰ ۲۳۴۵ ۱۲ ۰.۵ ۲ ۳۰۰۰ ۷۱۲۳۴ ۱۲ ۰.۲ (10, 689, 356, 695)
column-header: از (128, 78, 138, 109)
table-row: شرکت نمونه ۲ ۱۲۰۰ ۱ ۵۰۰ ۲۳۴۵ ۱۲ ۰.۵ ۲ ۳۰۰۰ ۷۱۲۳۴ ۱۲ ۰.۲ (10, 1039, 356, 1045)
table-row: شرکت نمونه ۲ ۱۲۰۰ ۱ ۵۰۰ ۲۳۴۵ ۱۲ ۰.۵ ۲ ۳۰۰۰ ۷۱۲۳۴ ۱۲ ۰.۲ (361, 711, 707, 717)
table-row: شرکت نمونه ۲ ۱۲۰۰ ۱ ۵۰۰ ۲۳۴۵ ۱۲ ۰.۵ ۲ ۳۰۰۰ ۷۱۲۳۴ ۱۲ ۰.۲ (10, 521, 356, 527)
table-row: شرکت نمونه ۲ ۱۲۰۰ ۱ ۵۰۰ ۲۳۴۵ ۱۲ ۰.۵ ۲ ۳۰۰۰ ۷۱۲۳۴ ۱۲ ۰.۲ (10, 267, 356, 273)
table-row: شرکت نمونه ۲ ۱۲۰۰ ۱ ۵۰۰ ۲۳۴۵ ۱۲ ۰.۵ ۲ ۳۰۰۰ ۷۱۲۳۴ ۱۲ ۰.۲ (361, 655, 707, 661)
table-row: شرکت نمونه ۲ ۱۲۰۰ ۱ ۵۰۰ ۲۳۴۵ ۱۲ ۰.۵ ۲ ۳۰۰۰ ۷۱۲۳۴ ۱۲ ۰.۲ (10, 881, 356, 887)
table-row: شرکت نمونه ۲ ۱۲۰۰ ۱ ۵۰۰ ۲۳۴۵ ۱۲ ۰.۵ ۲ ۳۰۰۰ ۷۱۲۳۴ ۱۲ ۰.۲ (361, 745, 707, 751)
table-row: شرکت نمونه ۲ ۱۲۰۰ ۱ ۵۰۰ ۲۳۴۵ ۱۲ ۰.۵ ۲ ۳۰۰۰ ۷۱۲۳۴ ۱۲ ۰.۲ (361, 818, 707, 824)
table-row: شرکت نمونه ۲ ۱۲۰۰ ۱ ۵۰۰ ۲۳۴۵ ۱۲ ۰.۵ ۲ ۳۰۰۰ ۷۱۲۳۴ ۱۲ ۰.۲ (361, 862, 707, 868)
table-row: شرکت نمونه ۲ ۱۲۰۰ ۱ ۵۰۰ ۲۳۴۵ ۱۲ ۰.۵ ۲ ۳۰۰۰ ۷۱۲۳۴ ۱۲ ۰.۲ (361, 252, 707, 258)
table-row: شرکت نمونه ۲ ۱۲۰۰ ۱ ۵۰۰ ۲۳۴۵ ۱۲ ۰.۵ ۲ ۳۰۰۰ ۷۱۲۳۴ ۱۲ ۰.۲ (361, 325, 707, 331)
table-row: شرکت نمونه ۲ ۱۲۰۰ ۱ ۵۰۰ ۲۳۴۵ ۱۲ ۰.۵ ۲ ۳۰۰۰ ۷۱۲۳۴ ۱۲ ۰.۲ (361, 308, 707, 314)
table-row: شرکت نمونه ۲ ۱۲۰۰ ۱ ۵۰۰ ۲۳۴۵ ۱۲ ۰.۵ ۲ ۳۰۰۰ ۷۱۲۳۴ ۱۲ ۰.۲ (361, 834, 707, 840)
table-row: شرکت نمونه ۲ ۱۲۰۰ ۱ ۵۰۰ ۲۳۴۵ ۱۲ ۰.۵ ۲ ۳۰۰۰ ۷۱۲۳۴ ۱۲ ۰.۲ (10, 904, 356, 910)
table-row: شرکت نمونه ۲ ۱۲۰۰ ۱ ۵۰۰ ۲۳۴۵ ۱۲ ۰.۵ ۲ ۳۰۰۰ ۷۱۲۳۴ ۱۲ ۰.۲ (361, 133, 707, 139)
table-row: شرکت نمونه ۲ ۱۲۰۰ ۱ ۵۰۰ ۲۳۴۵ ۱۲ ۰.۵ ۲ ۳۰۰۰ ۷۱۲۳۴ ۱۲ ۰.۲ (361, 448, 707, 454)
table-row: شرکت نمونه ۲ ۱۲۰۰ ۱ ۵۰۰ ۲۳۴۵ ۱۲ ۰.۵ ۲ ۳۰۰۰ ۷۱۲۳۴ ۱۲ ۰.۲ (10, 391, 356, 397)
table-row: شرکت نمونه ۲ ۱۲۰۰ ۱ ۵۰۰ ۲۳۴۵ ۱۲ ۰.۵ ۲ ۳۰۰۰ ۷۱۲۳۴ ۱۲ ۰.۲ (361, 353, 707, 359)
table-row: شرکت نمونه ۲ ۱۲۰۰ ۱ ۵۰۰ ۲۳۴۵ ۱۲ ۰.۵ ۲ ۳۰۰۰ ۷۱۲۳۴ ۱۲ ۰.۲ (10, 351, 356, 357)
table-row: شرکت نمونه ۲ ۱۲۰۰ ۱ ۵۰۰ ۲۳۴۵ ۱۲ ۰.۵ ۲ ۳۰۰۰ ۷۱۲۳۴ ۱۲ ۰.۲ (361, 263, 707, 269)
table-row: شرکت نمونه ۲ ۱۲۰۰ ۱ ۵۰۰ ۲۳۴۵ ۱۲ ۰.۵ ۲ ۳۰۰۰ ۷۱۲۳۴ ۱۲ ۰.۲ (361, 442, 707, 448)
table-row: شرکت نمونه ۲ ۱۲۰۰ ۱ ۵۰۰ ۲۳۴۵ ۱۲ ۰.۵ ۲ ۳۰۰۰ ۷۱۲۳۴ ۱۲ ۰.۲ (361, 549, 707, 555)
table-row: شرکت نمونه ۲ ۱۲۰۰ ۱ ۵۰۰ ۲۳۴۵ ۱۲ ۰.۵ ۲ ۳۰۰۰ ۷۱۲۳۴ ۱۲ ۰.۲ (361, 470, 707, 476)
table-row: شرکت نمونه ۲ ۱۲۰۰ ۱ ۵۰۰ ۲۳۴۵ ۱۲ ۰.۵ ۲ ۳۰۰۰ ۷۱۲۳۴ ۱۲ ۰.۲ (10, 329, 356, 335)
table-row: شرکت نمونه ۲ ۱۲۰۰ ۱ ۵۰۰ ۲۳۴۵ ۱۲ ۰.۵ ۲ ۳۰۰۰ ۷۱۲۳۴ ۱۲ ۰.۲ (361, 566, 707, 572)
column-header: نام شرکت (593, 78, 663, 109)
table-row: شرکت نمونه ۲ ۱۲۰۰ ۱ ۵۰۰ ۲۳۴۵ ۱۲ ۰.۵ ۲ ۳۰۰۰ ۷۱۲۳۴ ۱۲ ۰.۲ (10, 717, 356, 723)
table-row: شرکت نمونه ۲ ۱۲۰۰ ۱ ۵۰۰ ۲۳۴۵ ۱۲ ۰.۵ ۲ ۳۰۰۰ ۷۱۲۳۴ ۱۲ ۰.۲ (361, 734, 707, 740)
table-row: شرکت نمونه ۲ ۱۲۰۰ ۱ ۵۰۰ ۲۳۴۵ ۱۲ ۰.۵ ۲ ۳۰۰۰ ۷۱۲۳۴ ۱۲ ۰.۲ (361, 896, 707, 902)
table-row: شرکت نمونه ۲ ۱۲۰۰ ۱ ۵۰۰ ۲۳۴۵ ۱۲ ۰.۵ ۲ ۳۰۰۰ ۷۱۲۳۴ ۱۲ ۰.۲ (10, 273, 356, 279)
table-row: شرکت نمونه ۲ ۱۲۰۰ ۱ ۵۰۰ ۲۳۴۵ ۱۲ ۰.۵ ۲ ۳۰۰۰ ۷۱۲۳۴ ۱۲ ۰.۲ (361, 358, 707, 364)
table-row: شرکت نمونه ۲ ۱۲۰۰ ۱ ۵۰۰ ۲۳۴۵ ۱۲ ۰.۵ ۲ ۳۰۰۰ ۷۱۲۳۴ ۱۲ ۰.۲ (10, 982, 356, 988)
table-row: شرکت نمونه ۲ ۱۲۰۰ ۱ ۵۰۰ ۲۳۴۵ ۱۲ ۰.۵ ۲ ۳۰۰۰ ۷۱۲۳۴ ۱۲ ۰.۲ (361, 644, 707, 650)
table-row: شرکت نمونه ۲ ۱۲۰۰ ۱ ۵۰۰ ۲۳۴۵ ۱۲ ۰.۵ ۲ ۳۰۰۰ ۷۱۲۳۴ ۱۲ ۰.۲ (361, 274, 707, 280)
table-row: شرکت نمونه ۲ ۱۲۰۰ ۱ ۵۰۰ ۲۳۴۵ ۱۲ ۰.۵ ۲ ۳۰۰۰ ۷۱۲۳۴ ۱۲ ۰.۲ (10, 307, 356, 313)
